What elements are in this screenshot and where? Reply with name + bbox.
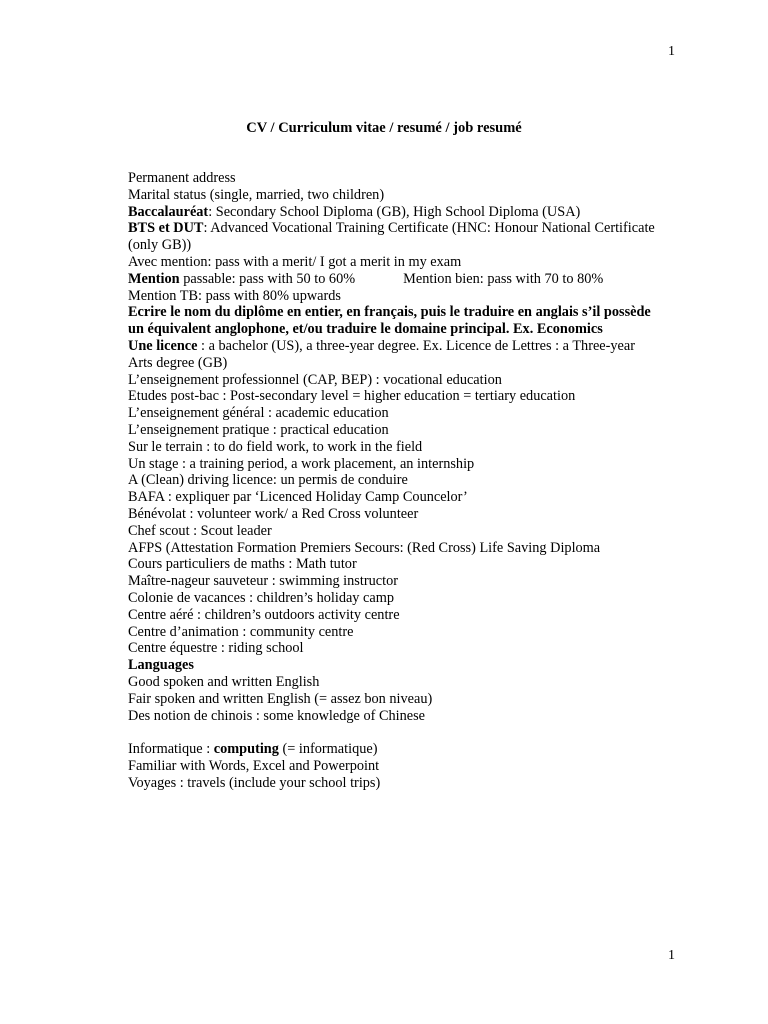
text-line: Good spoken and written English xyxy=(128,673,320,690)
text-line: L’enseignement général : academic education xyxy=(128,405,389,422)
text-line: Un stage : a training period, a work placement, an internship xyxy=(128,455,475,472)
text-line: Maître-nageur sauveteur : swimming instructor xyxy=(128,573,398,590)
page-number-top: 1 xyxy=(668,44,675,59)
text-line xyxy=(128,741,658,758)
text-line: L’enseignement professionnel (CAP, BEP) : vocational education xyxy=(128,371,502,388)
text-line: Fair spoken and written English (= assez bon niveau) xyxy=(128,690,433,707)
text-line: Avec mention: pass with a merit/ I got a merit in my exam xyxy=(128,253,462,270)
text-line xyxy=(128,204,658,221)
text-line: Marital status (single, married, two children) xyxy=(128,186,385,203)
text-line: Centre équestre : riding school xyxy=(128,640,304,657)
text-segment: : a bachelor (US), a three-year degree. Ex. Licence de Lettres : a Three-year Arts degree (GB) xyxy=(128,337,636,371)
text-line: Familiar with Words, Excel and Powerpoint xyxy=(128,757,380,774)
text-line: Chef scout : Scout leader xyxy=(128,522,272,539)
bold-term: computing xyxy=(213,741,279,758)
text-line: Cours particuliers de maths : Math tutor xyxy=(128,556,357,573)
text-line: Centre aéré : children’s outdoors activity centre xyxy=(128,606,400,623)
text-line: Etudes post-bac : Post-secondary level = higher education = tertiary education xyxy=(128,388,576,405)
text-line xyxy=(128,338,658,372)
bold-instruction: Ecrire le nom du diplôme en entier, en français, puis le traduire en anglais s’il possède un équivalent anglophone, et/ou traduire le domaine principal. Ex. Economics xyxy=(128,304,651,338)
text-segment: Informatique : xyxy=(128,741,214,758)
text-line: BAFA : expliquer par ‘Licenced Holiday Camp Councelor’ xyxy=(128,489,468,506)
text-line: L’enseignement pratique : practical education xyxy=(128,421,389,438)
page-number-bottom: 1 xyxy=(668,948,675,963)
bold-term: BTS et DUT xyxy=(128,220,204,237)
text-line: Permanent address xyxy=(128,170,236,186)
bold-term: Mention xyxy=(128,270,180,287)
text-line: Des notion de chinois : some knowledge of Chinese xyxy=(128,707,426,724)
text-segment: passable: pass with 50 to 60% xyxy=(179,270,356,287)
text-line: A (Clean) driving licence: un permis de conduire xyxy=(128,472,408,489)
text-line xyxy=(128,220,658,254)
text-line xyxy=(128,304,658,338)
text-line: Colonie de vacances : children’s holiday camp xyxy=(128,589,394,606)
text-line: Bénévolat : volunteer work/ a Red Cross volunteer xyxy=(128,505,419,522)
bold-term: Une licence xyxy=(128,337,198,354)
text-line: Centre d’animation : community centre xyxy=(128,623,354,640)
text-segment: : Secondary School Diploma (GB), High School Diploma (USA) xyxy=(208,203,581,220)
text-line: Sur le terrain : to do field work, to work in the field xyxy=(128,438,423,455)
text-line xyxy=(128,271,658,288)
bold-heading: Languages xyxy=(128,657,194,674)
text-line: Voyages : travels (include your school trips) xyxy=(128,774,381,791)
text-line: Mention TB: pass with 80% upwards xyxy=(128,287,341,304)
blank-line xyxy=(128,724,658,741)
section-heading-languages xyxy=(128,657,658,674)
document-title: CV / Curriculum vitae / resumé / job resumé xyxy=(246,120,522,136)
text-segment: : Advanced Vocational Training Certificate (HNC: Honour National Certificate (only GB)) xyxy=(128,220,655,254)
text-line: AFPS (Attestation Formation Premiers Secours: (Red Cross) Life Saving Diploma xyxy=(128,539,601,556)
bold-term: Baccalauréat xyxy=(128,203,209,220)
document-body xyxy=(128,170,658,791)
text-segment: Mention bien: pass with 70 to 80% xyxy=(403,270,604,287)
text-segment: (= informatique) xyxy=(278,741,378,758)
